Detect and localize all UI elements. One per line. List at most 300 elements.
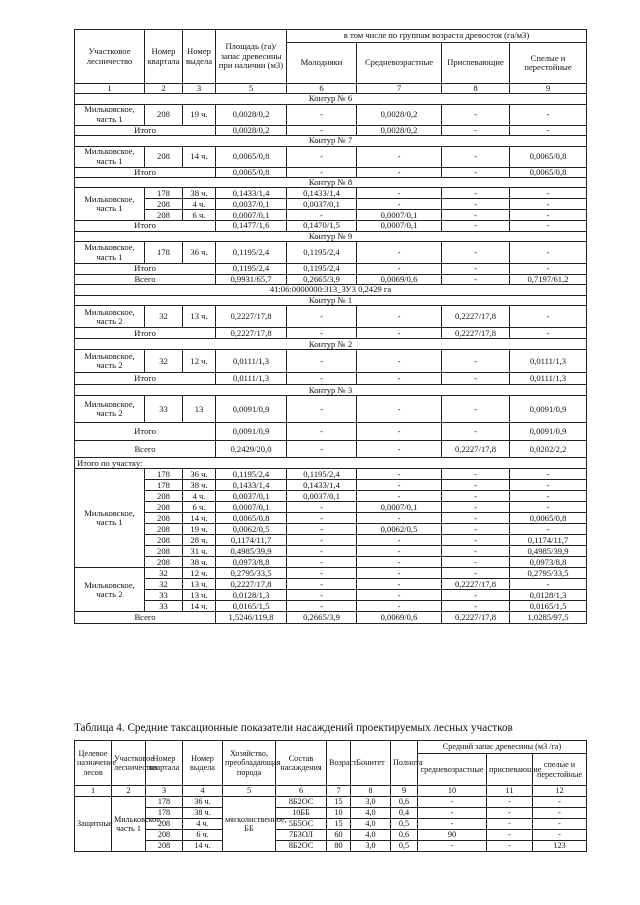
- forestry-cell: Мильковское, часть 2: [75, 568, 145, 612]
- ripening-cell: -: [442, 546, 510, 557]
- young-cell: -: [287, 210, 357, 221]
- column-number: 4: [183, 786, 223, 797]
- column-number: 7: [327, 786, 351, 797]
- plot-cell: 14 ч.: [183, 146, 216, 167]
- area-cell: 0,0065/0,8: [216, 146, 287, 167]
- column-number: 1: [75, 786, 112, 797]
- density-cell: 0,5: [391, 819, 418, 830]
- composition-cell: 8Б2ОС: [276, 797, 327, 808]
- age-cell: 60: [327, 830, 351, 841]
- mature-stock-cell: 123: [533, 841, 587, 852]
- mature-cell: 0,0165/1,5: [510, 601, 587, 612]
- quarter-cell: 208: [145, 524, 183, 535]
- area-cell: 0,1195/2,4: [216, 469, 287, 480]
- table-row: [75, 396, 587, 423]
- ripening-stock-cell: -: [487, 808, 533, 819]
- age-cell: 80: [327, 841, 351, 852]
- ripening-cell: -: [442, 396, 510, 423]
- young-cell: 0,2665/3,9: [287, 274, 357, 284]
- table-row: [75, 104, 587, 125]
- col-header-young: Молодняки: [287, 43, 357, 84]
- ripening-cell: 0,2227/17,8: [442, 306, 510, 328]
- ripening-stock-cell: -: [487, 819, 533, 830]
- quarter-cell: 32: [145, 350, 183, 373]
- area-cell: 0,0007/0,1: [216, 502, 287, 513]
- area-cell: 0,1433/1,4: [216, 188, 287, 199]
- col-header-forestry: Участковое лесничество: [75, 30, 145, 84]
- col-header-stock: Средний запас древесины (м3 /га): [418, 741, 587, 754]
- table-row: [75, 242, 587, 264]
- young-cell: 0,1470/1,5: [287, 221, 357, 231]
- table-row: [75, 480, 587, 491]
- plot-cell: 13: [183, 396, 216, 423]
- table-row: [75, 524, 587, 535]
- ripening-cell: -: [442, 524, 510, 535]
- ripening-cell: -: [442, 221, 510, 231]
- plot-cell: 19 ч.: [183, 524, 216, 535]
- ripening-cell: -: [442, 513, 510, 524]
- young-cell: -: [287, 104, 357, 125]
- col-header-quarter: Номер квартала: [146, 741, 183, 786]
- quarter-cell: 32: [145, 306, 183, 328]
- area-cell: 0,2227/17,8: [216, 306, 287, 328]
- middle-cell: -: [357, 579, 442, 590]
- mature-cell: 1,0285/97,5: [510, 612, 587, 624]
- ripening-cell: 0,2227/17,8: [442, 441, 510, 458]
- mature-cell: 0,0111/1,3: [510, 373, 587, 385]
- total-label: Всего: [75, 612, 216, 624]
- plot-cell: 36 ч.: [183, 469, 216, 480]
- plot-cell: 28 ч.: [183, 535, 216, 546]
- quarter-cell: 178: [145, 469, 183, 480]
- plot-cell: 36 ч.: [183, 797, 223, 808]
- middle-cell: -: [357, 469, 442, 480]
- contour-title: Контур № 1: [75, 296, 587, 306]
- area-cell: 0,1477/1,6: [216, 221, 287, 231]
- quarter-cell: 208: [145, 199, 183, 210]
- table-row: [75, 513, 587, 524]
- col-header-area: Площадь (га)/запас древесины при наличии (м3): [216, 30, 287, 84]
- young-cell: -: [287, 125, 357, 135]
- col-header-ripening: приспевающие: [487, 754, 533, 786]
- young-cell: -: [287, 146, 357, 167]
- table-row: [75, 188, 587, 199]
- ripening-cell: 0,2227/17,8: [442, 612, 510, 624]
- plot-cell: 12 ч.: [183, 350, 216, 373]
- young-cell: -: [287, 423, 357, 441]
- mature-cell: 0,0111/1,3: [510, 350, 587, 373]
- middle-cell: -: [357, 423, 442, 441]
- area-cell: 0,0973/8,8: [216, 557, 287, 568]
- quarter-cell: 208: [145, 146, 183, 167]
- middle-cell: -: [357, 264, 442, 274]
- forestry-cell: Мильковское, часть 2: [75, 350, 145, 373]
- quarter-cell: 208: [145, 546, 183, 557]
- forestry-cell: Мильковское, часть 1: [75, 146, 145, 167]
- area-cell: 0,2795/33,5: [216, 568, 287, 579]
- mature-cell: -: [510, 199, 587, 210]
- area-cell: 1,5246/119,8: [216, 612, 287, 624]
- middle-cell: 0,0069/0,6: [357, 274, 442, 284]
- quarter-cell: 208: [145, 513, 183, 524]
- col-header-age-groups: в том числе по группам возраста древостоя (га/м3): [287, 30, 587, 43]
- plot-cell: 14 ч.: [183, 601, 216, 612]
- col-header-plot: Номер выдела: [183, 741, 223, 786]
- mature-cell: -: [510, 104, 587, 125]
- mature-cell: -: [510, 221, 587, 231]
- middle-cell: -: [357, 146, 442, 167]
- middle-cell: -: [357, 480, 442, 491]
- plot-cell: 6 ч.: [183, 830, 223, 841]
- contour-title: Контур № 3: [75, 385, 587, 396]
- contour-title: Контур № 2: [75, 339, 587, 350]
- area-cell: 0,0007/0,1: [216, 210, 287, 221]
- col-header-middle: средневозрастные: [418, 754, 487, 786]
- column-number: 9: [391, 786, 418, 797]
- young-cell: -: [287, 373, 357, 385]
- area-cell: 0,9931/65,7: [216, 274, 287, 284]
- mature-cell: 0,0091/0,9: [510, 396, 587, 423]
- mature-stock-cell: -: [533, 819, 587, 830]
- column-number: 3: [146, 786, 183, 797]
- mature-cell: -: [510, 469, 587, 480]
- mature-cell: -: [510, 306, 587, 328]
- bonitet-cell: 3,0: [351, 841, 391, 852]
- middle-stock-cell: 90: [418, 830, 487, 841]
- table-row: [75, 830, 587, 841]
- plot-cell: 31 ч.: [183, 546, 216, 557]
- total-row: [75, 612, 587, 624]
- total-label: Всего: [75, 274, 216, 284]
- young-cell: -: [287, 306, 357, 328]
- young-cell: -: [287, 557, 357, 568]
- age-cell: 15: [327, 797, 351, 808]
- table-row: [75, 590, 587, 601]
- forest-area-table: [74, 29, 587, 624]
- middle-stock-cell: -: [418, 808, 487, 819]
- density-cell: 0,6: [391, 830, 418, 841]
- quarter-cell: 178: [145, 188, 183, 199]
- composition-cell: 5Б5ОС: [276, 819, 327, 830]
- quarter-cell: 208: [145, 502, 183, 513]
- middle-stock-cell: -: [418, 841, 487, 852]
- taxation-table: [74, 740, 587, 852]
- plot-cell: 4 ч.: [183, 819, 223, 830]
- forestry-cell: Мильковское, часть 1: [75, 242, 145, 264]
- table-row: [75, 210, 587, 221]
- plot-cell: 6 ч.: [183, 210, 216, 221]
- subtotal-row: [75, 167, 587, 177]
- middle-cell: -: [357, 491, 442, 502]
- bonitet-cell: 3,0: [351, 797, 391, 808]
- col-header-purpose: Целевое назначение лесов: [75, 741, 112, 786]
- area-cell: 0,0111/1,3: [216, 373, 287, 385]
- middle-cell: -: [357, 306, 442, 328]
- ripening-cell: -: [442, 199, 510, 210]
- quarter-cell: 208: [146, 830, 183, 841]
- middle-cell: -: [357, 590, 442, 601]
- farm-cell: мягколиственное, ББ: [223, 797, 276, 852]
- ripening-cell: -: [442, 373, 510, 385]
- ripening-cell: -: [442, 104, 510, 125]
- column-number: 8: [351, 786, 391, 797]
- quarter-cell: 32: [145, 579, 183, 590]
- middle-cell: -: [357, 396, 442, 423]
- subtotal-label: Итого: [75, 125, 216, 135]
- mature-cell: 0,4985/39,9: [510, 546, 587, 557]
- col-header-middle: Средневозрастные: [357, 43, 442, 84]
- column-number: 6: [287, 84, 357, 94]
- quarter-cell: 208: [145, 557, 183, 568]
- area-cell: 0,2429/20,0: [216, 441, 287, 458]
- young-cell: -: [287, 350, 357, 373]
- column-number: 6: [276, 786, 327, 797]
- table-row: [75, 568, 587, 579]
- col-header-plot: Номер выдела: [183, 30, 216, 84]
- quarter-cell: 178: [145, 480, 183, 491]
- mature-cell: 0,0973/8,8: [510, 557, 587, 568]
- area-cell: 0,4985/39,9: [216, 546, 287, 557]
- col-header-mature: Спелые и перестойные: [510, 43, 587, 84]
- plot-cell: 4 ч.: [183, 199, 216, 210]
- middle-cell: -: [357, 546, 442, 557]
- col-header-ripening: Приспевающие: [442, 43, 510, 84]
- middle-cell: -: [357, 557, 442, 568]
- young-cell: 0,1195/2,4: [287, 469, 357, 480]
- forestry-cell: Мильковское, часть 2: [75, 306, 145, 328]
- mature-cell: -: [510, 328, 587, 339]
- density-cell: 0,5: [391, 841, 418, 852]
- table-row: [75, 797, 587, 808]
- quarter-cell: 178: [146, 808, 183, 819]
- table-row: [75, 146, 587, 167]
- young-cell: 0,0037/0,1: [287, 491, 357, 502]
- young-cell: -: [287, 568, 357, 579]
- col-header-age: Возраст: [327, 741, 351, 786]
- plot-cell: 14 ч.: [183, 513, 216, 524]
- quarter-cell: 208: [146, 819, 183, 830]
- column-number: 7: [357, 84, 442, 94]
- young-cell: -: [287, 328, 357, 339]
- table-row: [75, 350, 587, 373]
- contour-title: Контур № 9: [75, 231, 587, 241]
- middle-cell: -: [357, 199, 442, 210]
- plot-cell: 13 ч.: [183, 590, 216, 601]
- mature-cell: 0,0091/0,9: [510, 423, 587, 441]
- ripening-cell: -: [442, 535, 510, 546]
- ripening-cell: -: [442, 557, 510, 568]
- mature-cell: -: [510, 579, 587, 590]
- ripening-cell: -: [442, 125, 510, 135]
- area-cell: 0,0037/0,1: [216, 199, 287, 210]
- young-cell: -: [287, 396, 357, 423]
- col-header-forestry: Участковое лесничество: [112, 741, 146, 786]
- young-cell: 0,1195/2,4: [287, 242, 357, 264]
- column-number-row: [75, 786, 587, 797]
- area-cell: 0,0165/1,5: [216, 601, 287, 612]
- ripening-cell: -: [442, 242, 510, 264]
- forestry-cell: Мильковское, часть 1: [75, 469, 145, 568]
- middle-stock-cell: -: [418, 797, 487, 808]
- table-row: [75, 579, 587, 590]
- ripening-stock-cell: -: [487, 797, 533, 808]
- area-cell: 0,2227/17,8: [216, 579, 287, 590]
- bonitet-cell: 4,0: [351, 830, 391, 841]
- ripening-cell: 0,2227/17,8: [442, 328, 510, 339]
- mature-stock-cell: -: [533, 830, 587, 841]
- total-row: [75, 274, 587, 284]
- quarter-cell: 208: [145, 535, 183, 546]
- quarter-cell: 178: [145, 242, 183, 264]
- composition-cell: 8Б2ОС: [276, 841, 327, 852]
- middle-cell: -: [357, 350, 442, 373]
- ripening-cell: -: [442, 350, 510, 373]
- table-row: [75, 546, 587, 557]
- middle-cell: -: [357, 328, 442, 339]
- quarter-cell: 32: [145, 568, 183, 579]
- col-header-density: Полнота: [391, 741, 418, 786]
- quarter-cell: 33: [145, 590, 183, 601]
- area-cell: 0,1195/2,4: [216, 264, 287, 274]
- young-cell: -: [287, 441, 357, 458]
- col-header-bonitet: Бонитет: [351, 741, 391, 786]
- ripening-cell: -: [442, 188, 510, 199]
- young-cell: -: [287, 590, 357, 601]
- mature-cell: 0,0065/0,8: [510, 513, 587, 524]
- column-number: 5: [216, 84, 287, 94]
- table-row: [75, 491, 587, 502]
- subtotal-row: [75, 328, 587, 339]
- quarter-cell: 178: [146, 797, 183, 808]
- summary-title: Итого по участку:: [75, 458, 587, 469]
- ripening-cell: -: [442, 167, 510, 177]
- quarter-cell: 208: [145, 210, 183, 221]
- quarter-cell: 208: [145, 104, 183, 125]
- plot-cell: 38 ч.: [183, 808, 223, 819]
- table-row: [75, 557, 587, 568]
- young-cell: -: [287, 502, 357, 513]
- middle-cell: 0,0028/0,2: [357, 125, 442, 135]
- forestry-cell: Мильковское, часть 2: [75, 396, 145, 423]
- plot-cell: 38 ч.: [183, 480, 216, 491]
- ripening-cell: -: [442, 210, 510, 221]
- col-header-mature: спелые и перестойные: [533, 754, 587, 786]
- mature-cell: 0,7197/61,2: [510, 274, 587, 284]
- total-row: [75, 441, 587, 458]
- middle-cell: -: [357, 568, 442, 579]
- forestry-cell: Мильковское, часть 1: [75, 188, 145, 221]
- young-cell: -: [287, 535, 357, 546]
- bonitet-cell: 4,0: [351, 808, 391, 819]
- subtotal-row: [75, 264, 587, 274]
- mature-stock-cell: -: [533, 808, 587, 819]
- middle-cell: 0,0028/0,2: [357, 104, 442, 125]
- composition-cell: 10ББ: [276, 808, 327, 819]
- middle-cell: -: [357, 535, 442, 546]
- plot-cell: 13 ч.: [183, 579, 216, 590]
- area-cell: 0,2227/17,8: [216, 328, 287, 339]
- middle-cell: -: [357, 188, 442, 199]
- ripening-cell: -: [442, 491, 510, 502]
- mature-cell: -: [510, 264, 587, 274]
- middle-cell: 0,0062/0,5: [357, 524, 442, 535]
- mature-cell: -: [510, 491, 587, 502]
- subtotal-label: Итого: [75, 167, 216, 177]
- contour-title: Контур № 7: [75, 136, 587, 146]
- area-cell: 0,0028/0,2: [216, 104, 287, 125]
- column-number-row: [75, 84, 587, 94]
- ripening-cell: 0,2227/17,8: [442, 579, 510, 590]
- column-number: 2: [145, 84, 183, 94]
- area-cell: 0,0111/1,3: [216, 350, 287, 373]
- ripening-stock-cell: -: [487, 830, 533, 841]
- ripening-stock-cell: -: [487, 841, 533, 852]
- mature-cell: -: [510, 188, 587, 199]
- column-number: 8: [442, 84, 510, 94]
- area-cell: 0,1174/11,7: [216, 535, 287, 546]
- area-cell: 0,0091/0,9: [216, 396, 287, 423]
- middle-cell: -: [357, 441, 442, 458]
- plot-cell: 19 ч.: [183, 104, 216, 125]
- plot-cell: 4 ч.: [183, 491, 216, 502]
- middle-cell: 0,0007/0,1: [357, 502, 442, 513]
- mature-cell: -: [510, 524, 587, 535]
- bonitet-cell: 4,0: [351, 819, 391, 830]
- quarter-cell: 33: [145, 396, 183, 423]
- mature-cell: -: [510, 242, 587, 264]
- subtotal-label: Итого: [75, 221, 216, 231]
- plot-cell: 13 ч.: [183, 306, 216, 328]
- ripening-cell: -: [442, 274, 510, 284]
- table-row: [75, 841, 587, 852]
- table-4-title: Таблица 4. Средние таксационные показатели насаждений проектируемых лесных участков: [74, 722, 513, 734]
- young-cell: 0,2665/3,9: [287, 612, 357, 624]
- column-number: 11: [487, 786, 533, 797]
- mature-cell: 0,0128/1,3: [510, 590, 587, 601]
- young-cell: -: [287, 513, 357, 524]
- column-number: 5: [223, 786, 276, 797]
- column-number: 3: [183, 84, 216, 94]
- area-cell: 0,0062/0,5: [216, 524, 287, 535]
- composition-cell: 7Б3ОЛ: [276, 830, 327, 841]
- area-cell: 0,0128/1,3: [216, 590, 287, 601]
- young-cell: -: [287, 524, 357, 535]
- area-cell: 0,0065/0,8: [216, 513, 287, 524]
- area-cell: 0,1433/1,4: [216, 480, 287, 491]
- young-cell: 0,1433/1,4: [287, 188, 357, 199]
- density-cell: 0,6: [391, 797, 418, 808]
- plot-cell: 6 ч.: [183, 502, 216, 513]
- plot-cell: 14 ч.: [183, 841, 223, 852]
- young-cell: 0,0037/0,1: [287, 199, 357, 210]
- subtotal-label: Итого: [75, 264, 216, 274]
- total-label: Всего: [75, 441, 216, 458]
- mature-cell: 0,0065/0,8: [510, 167, 587, 177]
- ripening-cell: -: [442, 423, 510, 441]
- age-cell: 15: [327, 819, 351, 830]
- table-row: [75, 306, 587, 328]
- middle-cell: 0,0069/0,6: [357, 612, 442, 624]
- forestry-cell: Мильковское, часть 1: [112, 797, 146, 852]
- middle-stock-cell: -: [418, 819, 487, 830]
- parcel-title: 41:06:0000000:313_ЗУ3 0,2429 га: [75, 285, 587, 296]
- age-cell: 10: [327, 808, 351, 819]
- young-cell: -: [287, 546, 357, 557]
- subtotal-row: [75, 373, 587, 385]
- subtotal-row: [75, 221, 587, 231]
- column-number: 2: [112, 786, 146, 797]
- ripening-cell: -: [442, 601, 510, 612]
